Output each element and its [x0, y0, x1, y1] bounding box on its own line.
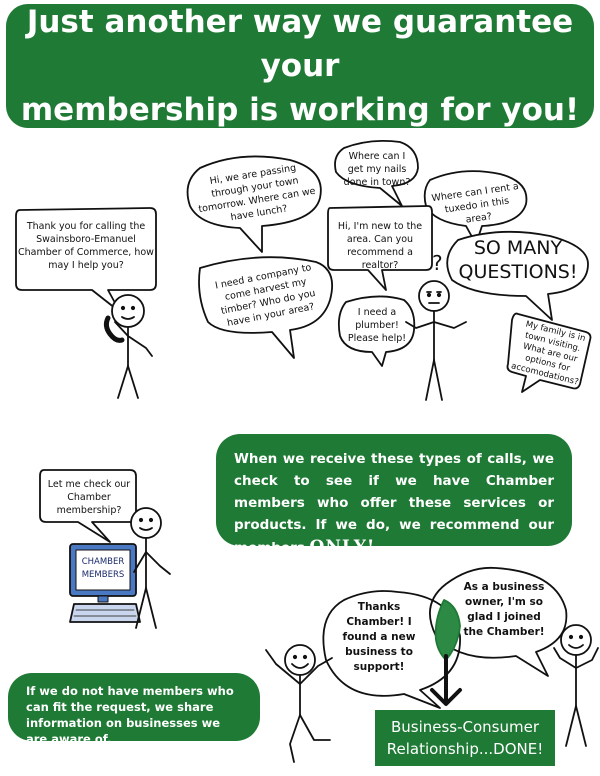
- confused-stick-figure: [406, 281, 466, 400]
- happy-consumer-stick-figure: [266, 645, 332, 762]
- question-mark: ?: [432, 251, 443, 275]
- computer-line-1: CHAMBER: [81, 557, 125, 567]
- business-owner-stick-figure: [554, 625, 598, 746]
- so-many-questions-text: [454, 236, 582, 284]
- nails-text: Where can I get my nails done in town?: [343, 151, 411, 188]
- info-box-recommend: [216, 434, 572, 557]
- final-result-box: [375, 710, 555, 766]
- plumber-text: I need a plumber! Please help!: [347, 307, 407, 344]
- computer-line-2: MEMBERS: [81, 570, 125, 580]
- info-box-fallback: [8, 673, 260, 746]
- family-text: My family is in town visiting. What are our options for accomodations?: [510, 319, 587, 388]
- timber-text: I need a company to come harvest my timber? Who do you have in your area?: [214, 262, 317, 329]
- receptionist-text: Thank you for calling the Swainsboro-Emanuel Chamber of Commerce, how may I help you?: [18, 221, 154, 271]
- questions-line: QUESTIONS!: [458, 261, 578, 283]
- thanks-text: Thanks Chamber! I found a new business to support!: [342, 601, 416, 673]
- info-box-2-text: If we do not have members who can fit the request, we share information on businesses we are aware of.: [26, 684, 234, 746]
- header-title-line-2: membership is working for you!: [20, 92, 580, 128]
- receptionist-stick-figure: [112, 295, 152, 398]
- realtor-text: Hi, I'm new to the area. Can you recommend a realtor?: [337, 221, 423, 271]
- tuxedo-text: Where can I rent a tuxedo in this area?: [430, 181, 520, 226]
- lunch-text: Hi, we are passing through your town tomorrow. Where can we have lunch?: [197, 162, 317, 224]
- only-emphasis: ONLY!: [309, 537, 376, 557]
- info-box-1-text: When we receive these types of calls, we check to see if we have Chamber members who offer these services or products. If we do, we recommend our members: [234, 451, 554, 556]
- check-text: Let me check our Chamber membership?: [47, 479, 131, 516]
- final-line-1: Business-Consumer: [390, 718, 540, 736]
- computer-screen-text: [76, 556, 130, 582]
- header-title-line-1: Just another way we guarantee your: [26, 4, 574, 84]
- owner-text: As a business owner, I'm so glad I joined the Chamber!: [463, 581, 545, 638]
- final-line-2: Relationship...DONE!: [386, 740, 544, 758]
- so-many-line: SO MANY: [473, 237, 563, 259]
